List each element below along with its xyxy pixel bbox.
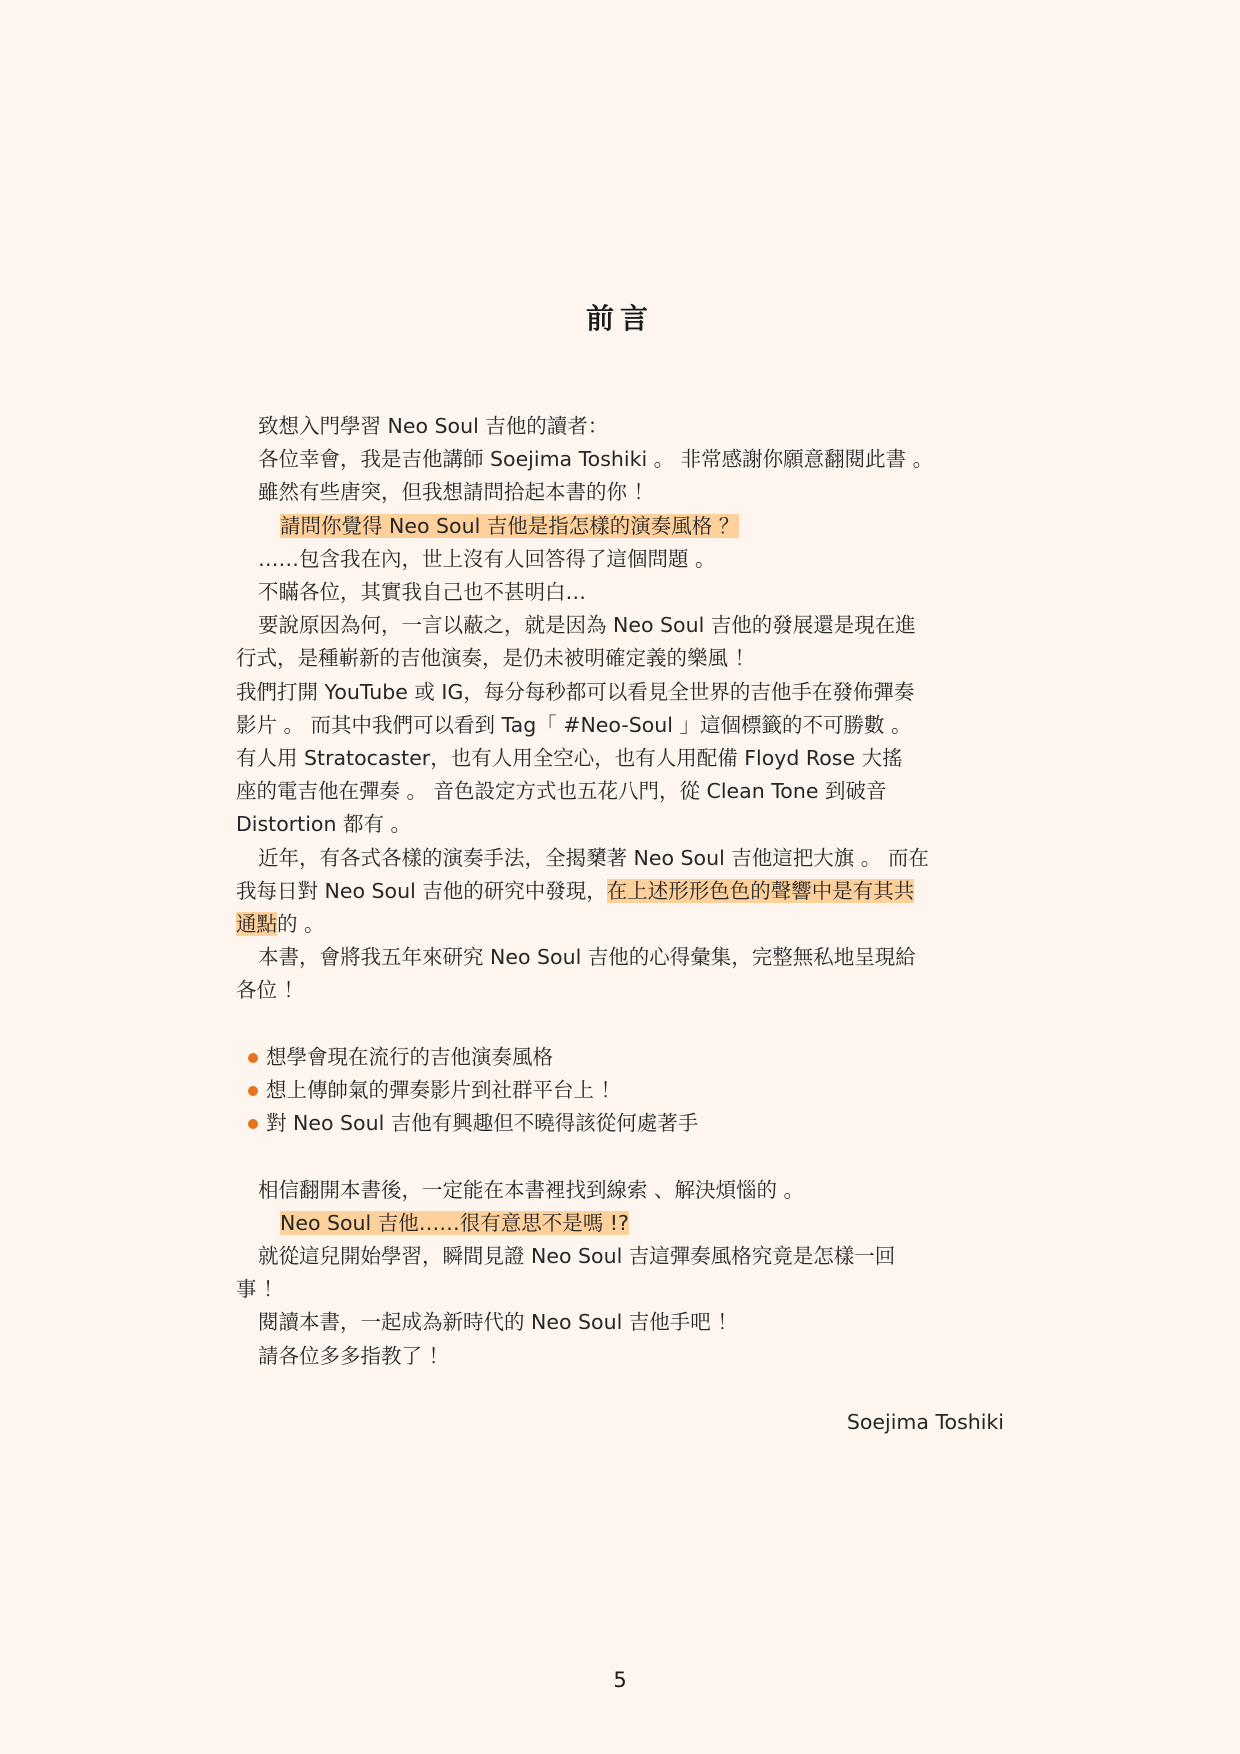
question-highlight: 請問你覺得 Neo Soul 吉他是指怎樣的演奏風格 ？ (280, 513, 740, 538)
bullet-text: 想學會現在流行的吉他演奏風格 (266, 1044, 553, 1069)
interesting-highlight: Neo Soul 吉他……很有意思不是嗎 !? (280, 1210, 629, 1235)
bullet-list (236, 1041, 1004, 1141)
spacer (236, 1140, 1004, 1173)
bullet-item (236, 1041, 1004, 1074)
common-point-highlight-1: 在上述形形色色的聲響中是有其共 (606, 878, 915, 903)
sudden-question-line: 雖然有些唐突，但我想請問拾起本書的你 ！ (258, 480, 655, 505)
gear-line-3: Distortion 都有 。 (236, 812, 411, 837)
read-line: 閱讀本書，一起成為新時代的 Neo Soul 吉他手吧 ！ (258, 1310, 738, 1335)
highlighted-question (236, 510, 1004, 543)
gear-line-1: 有人用 Stratocaster，也有人用全空心，也有人用配備 Floyd Rose 大搖 (236, 746, 903, 771)
recent-line-2-text: 我每日對 Neo Soul 吉他的研究中發現， (236, 878, 607, 903)
interesting-line (236, 1207, 1004, 1240)
bullet-item (236, 1107, 1004, 1140)
start-line-1: 就從這兒開始學習，瞬間見證 Neo Soul 吉這彈奏風格究竟是怎樣一回 (258, 1244, 896, 1268)
reason-line-1: 要說原因為何，一言以蔽之，就是因為 Neo Soul 吉他的發展還是現在進 (258, 613, 916, 638)
book-line-1: 本書，會將我五年來研究 Neo Soul 吉他的心得彙集，完整無私地呈現給 (258, 945, 916, 970)
author-signature: Soejima Toshiki (846, 1410, 1004, 1434)
believe-line: 相信翻開本書後，一定能在本書裡找到線索 、解決煩惱的 。 (258, 1177, 805, 1202)
intro-line: 各位幸會，我是吉他講師 Soejima Toshiki 。 非常感謝你願意翻閱此書 。 (258, 447, 934, 472)
gear-line-2: 座的電吉他在彈奏 。 音色設定方式也五花八門，從 Clean Tone 到破音 (236, 779, 887, 804)
nobody-answers-line: ……包含我在內，世上沒有人回答得了這個問題 。 (258, 546, 716, 571)
youtube-line-1: 我們打開 YouTube 或 IG，每分每秒都可以看見全世界的吉他手在發佈彈奏 (236, 679, 915, 704)
confession-line: 不瞞各位，其實我自己也不甚明白… (258, 580, 586, 605)
start-line-2: 事 ！ (236, 1277, 284, 1302)
book-line-2: 各位 ！ (236, 978, 305, 1003)
bullet-dot-icon (248, 1119, 258, 1129)
greeting-line: 致想入門學習 Neo Soul 吉他的讀者： (258, 414, 609, 438)
bullet-dot-icon (248, 1086, 258, 1096)
spacer (236, 1373, 1004, 1406)
page-title: 前言 (585, 301, 654, 335)
common-point-highlight-2: 通點 (236, 912, 277, 937)
bullet-text: 想上傳帥氣的彈奏影片到社群平台上 ！ (266, 1078, 622, 1103)
recent-line-1: 近年，有各式各樣的演奏手法，全揭櫫著 Neo Soul 吉他這把大旗 。 而在 (258, 845, 929, 870)
recent-line-2 (236, 875, 1004, 908)
recent-line-3 (236, 908, 1004, 941)
bullet-dot-icon (248, 1053, 258, 1063)
recent-line-3-text: 的 。 (277, 912, 325, 937)
reason-line-2: 行式，是種嶄新的吉他演奏，是仍未被明確定義的樂風 ！ (236, 646, 756, 671)
spacer (236, 1008, 1004, 1041)
page-number: 5 (613, 1668, 627, 1692)
closing-line: 請各位多多指教了 ！ (258, 1343, 450, 1368)
bullet-text: 對 Neo Soul 吉他有興趣但不曉得該從何處著手 (266, 1111, 699, 1136)
preface-body (236, 410, 1004, 1439)
youtube-line-2: 影片 。 而其中我們可以看到 Tag「 #Neo-Soul 」這個標籤的不可勝數 。 (236, 712, 912, 737)
bullet-item (236, 1074, 1004, 1107)
